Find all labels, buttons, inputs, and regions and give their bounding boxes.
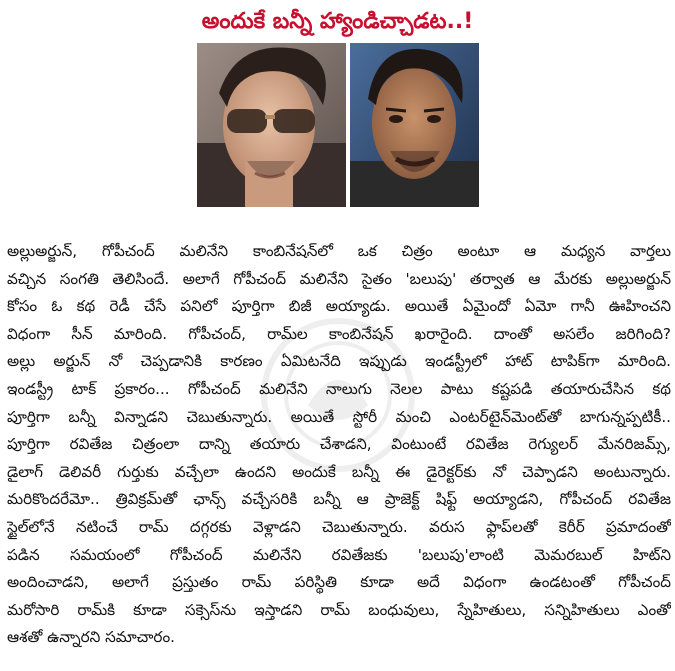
headline: అందుకే బన్నీ హ్యాండిచ్చాడట..! [201, 9, 474, 34]
article-line: ఇండస్ట్రీ టాక్ ప్రకారం... గోపీచంద్ మలినేని నాలుగు నెలల పాటు కష్టపడి తయారుచేసిన కథ [7, 379, 671, 398]
article-line: కోసం ఓ కథ రెడీ చేసే పనిలో పూర్తిగా బిజీ అయ్యాడు. అయితే ఏమైందో ఏమో గానీ ఊహించని [7, 297, 671, 316]
right-actor-photo [350, 43, 479, 207]
article-body [7, 238, 671, 652]
article-line: మరికొందరేమో.. త్రివిక్రమ్‌తో ఛాన్స్ వచ్చేసరికి బన్నీ ఆ ప్రాజెక్ట్ షిఫ్ట్ అయ్యాడని, గోపీచంద్ రవితేజ [7, 490, 671, 509]
article-line: వచ్చిన సంగతి తెలిసిందే. అలాగే గోపీచంద్ మలినేని సైతం 'బలుపు' తర్వాత ఆ మేరకు అల్లుఅర్జున్ [7, 269, 671, 288]
article-line: పూర్తిగా రవితేజ చిత్రంలా దాన్ని తయారు చేశాడని, వింటుంటే రవితేజ రెగ్యులర్ మేనరిజమ్స్, [7, 435, 671, 454]
left-actor-photo [197, 43, 346, 207]
article-line: విధంగా సీన్ మారింది. గోపీచంద్, రామ్‌ల కాంబినేషన్ ఖరారైంది. దాంతో అసలేం జరిగింది? [7, 324, 671, 343]
photo-pair [197, 43, 479, 207]
article-line: అందించాడని, అలాగే ప్రస్తుతం రామ్ పరిస్థితి కూడా అదే విధంగా ఉండటంతో గోపీచంద్ [7, 573, 671, 592]
article-line: మరోసారి రామ్‌కి కూడా సక్సెస్‌ను ఇస్తాడని రామ్ బంధువులు, స్నేహితులు, సన్నిహితులు ఎంతో [7, 600, 671, 619]
article-line: అల్లుఅర్జున్, గోపీచంద్ మలినేని కాంబినేషన్‌లో ఒక చిత్రం అంటూ ఆ మధ్యన వార్తలు [7, 242, 671, 260]
article-line: అల్లు అర్జున్ నో చెప్పడానికి కారణం ఏమిటనేది ఇప్పుడు ఇండస్ట్రీలో హాట్ టాపిక్‌గా మారింది. [7, 352, 671, 371]
article-line: స్టైల్‌లోనే నటించే రామ్ దగ్గరకు వెళ్లాడని చెబుతున్నారు. వరుస ఫ్లాప్‌లతో కెరీర్ ప్రమాదంతో [7, 517, 671, 536]
article-line: డైలాగ్ డెలివరీ గుర్తుకు వచ్చేలా ఉందని అందుకే బన్నీ ఈ డైరెక్టర్‌కు నో చెప్పాడని అంటున్నారు. [7, 462, 671, 481]
article-line: పూర్తిగా బన్నీ విన్నాడని చెబుతున్నారు. అయితే స్టోరీ మంచి ఎంటర్‌టైన్‌మెంట్‌తో బాగున్నప్పటికీ.. [7, 407, 671, 426]
article-line: ఆశతో ఉన్నారని సమాచారం. [7, 628, 175, 647]
article-line: పడిన సమయంలో గోపీచంద్ మలినేని రవితేజకు 'బలుపు'లాంటి మెమరబుల్ హిట్‌ని [7, 545, 671, 564]
